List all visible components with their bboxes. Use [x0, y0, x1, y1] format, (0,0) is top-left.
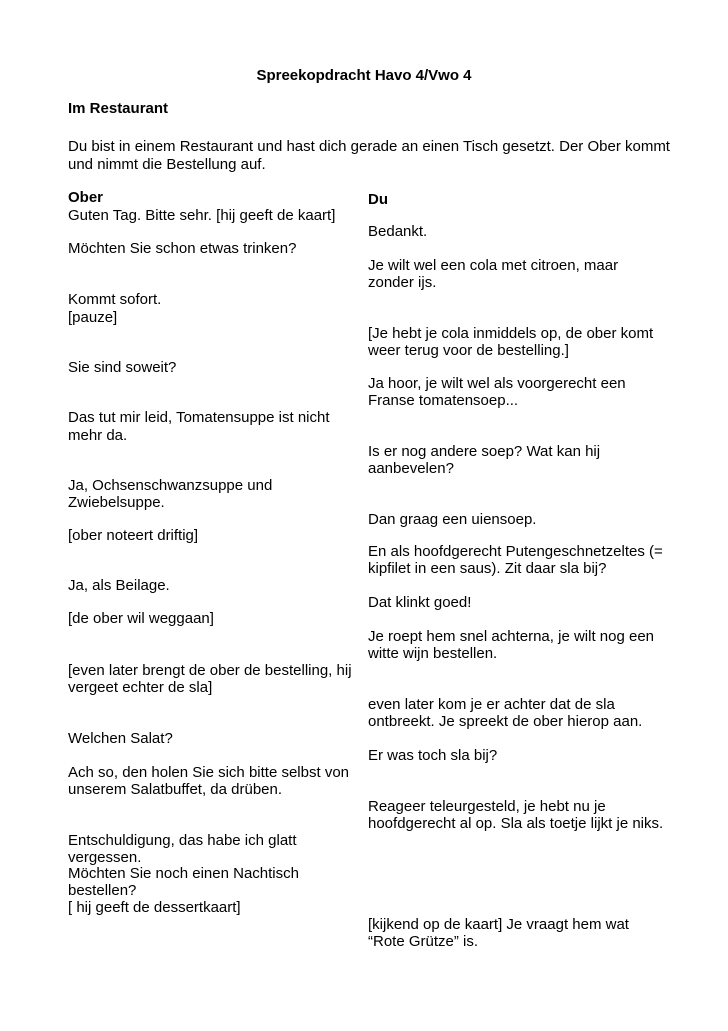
ober-line: Zwiebelsuppe. — [68, 494, 165, 511]
du-line: kipfilet in een saus). Zit daar sla bij? — [368, 560, 607, 577]
du-line: Franse tomatensoep... — [368, 392, 519, 409]
document-subtitle: Im Restaurant — [68, 100, 169, 117]
ober-line: Sie sind soweit? — [68, 359, 177, 376]
intro-line: Du bist in einem Restaurant und hast dich gerade an einen Tisch gesetzt. Der Ober kommt — [68, 138, 670, 155]
ober-line: vergeet echter de sla] — [68, 679, 213, 696]
du-line: Bedankt. — [368, 223, 428, 240]
du-line: even later kom je er achter dat de sla — [368, 696, 615, 713]
du-line: ontbreekt. Je spreekt de ober hierop aan. — [368, 713, 643, 730]
ober-line: Ach so, den holen Sie sich bitte selbst von — [68, 764, 350, 781]
document-title: Spreekopdracht Havo 4/Vwo 4 — [256, 67, 472, 84]
ober-line: unserem Salatbuffet, da drüben. — [68, 781, 283, 798]
ober-line: Welchen Salat? — [68, 730, 173, 747]
ober-line: Entschuldigung, das habe ich glatt — [68, 832, 297, 849]
ober-line: [even later brengt de ober de bestelling, hij — [68, 662, 352, 679]
ober-line: [pauze] — [68, 309, 118, 326]
du-line: Er was toch sla bij? — [368, 747, 498, 764]
ober-line: Möchten Sie schon etwas trinken? — [68, 240, 297, 257]
ober-line: [ hij geeft de dessertkaart] — [68, 899, 241, 916]
du-line: [kijkend op de kaart] Je vraagt hem wat — [368, 916, 629, 933]
ober-line: [de ober wil weggaan] — [68, 610, 214, 627]
ober-line: Das tut mir leid, Tomatensuppe ist nicht — [68, 409, 330, 426]
column-header-ober: Ober — [68, 189, 104, 206]
ober-line: vergessen. — [68, 849, 142, 866]
ober-line: Ja, Ochsenschwanzsuppe und — [68, 477, 273, 494]
du-line: [Je hebt je cola inmiddels op, de ober komt — [368, 325, 654, 342]
du-line: zonder ijs. — [368, 274, 437, 291]
du-line: Ja hoor, je wilt wel als voorgerecht een — [368, 375, 626, 392]
ober-line: Guten Tag. Bitte sehr. [hij geeft de kaart] — [68, 207, 336, 224]
du-line: aanbevelen? — [368, 460, 454, 477]
column-header-du: Du — [368, 191, 388, 208]
ober-line: Kommt sofort. — [68, 291, 162, 308]
intro-paragraph — [68, 138, 668, 174]
ober-line: mehr da. — [68, 427, 128, 444]
du-line: Reageer teleurgesteld, je hebt nu je — [368, 798, 606, 815]
du-line: Dan graag een uiensoep. — [368, 511, 537, 528]
du-line: En als hoofdgerecht Putengeschnetzeltes (= — [368, 543, 663, 560]
du-line: Je wilt wel een cola met citroen, maar — [368, 257, 619, 274]
du-line: Dat klinkt goed! — [368, 594, 472, 611]
du-line: hoofdgerecht al op. Sla als toetje lijkt je niks. — [368, 815, 664, 832]
du-line: witte wijn bestellen. — [368, 645, 498, 662]
intro-line: und nimmt die Bestellung auf. — [68, 156, 266, 173]
ober-line: Möchten Sie noch einen Nachtisch — [68, 865, 299, 882]
du-line: weer terug voor de bestelling.] — [368, 342, 569, 359]
du-line: Is er nog andere soep? Wat kan hij — [368, 443, 601, 460]
ober-line: [ober noteert driftig] — [68, 527, 199, 544]
ober-line: bestellen? — [68, 882, 137, 899]
du-line: Je roept hem snel achterna, je wilt nog een — [368, 628, 655, 645]
ober-line: Ja, als Beilage. — [68, 577, 170, 594]
du-line: “Rote Grütze” is. — [368, 933, 479, 950]
